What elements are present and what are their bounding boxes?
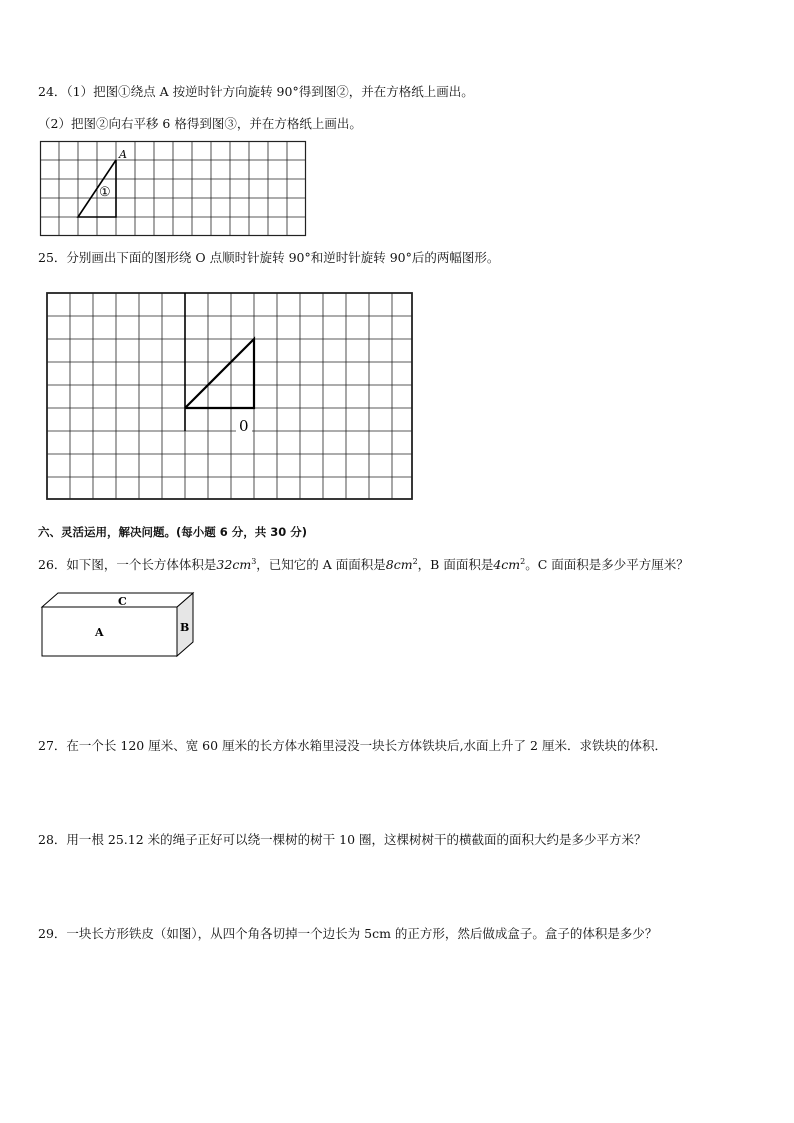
q25-triangle <box>185 339 254 408</box>
q26-mid1: ，已知它的 A 面面积是 <box>256 557 386 572</box>
q26-cuboid-figure <box>40 590 200 660</box>
q26-prefix: 26．如下图，一个长方体体积是 <box>38 557 217 572</box>
q26-volume-exp: 3 <box>251 556 257 566</box>
q24-point-a-label: A <box>119 148 127 161</box>
q26-text <box>38 557 689 573</box>
q24-line2: （2）把图②向右平移 6 格得到图③，并在方格纸上画出。 <box>38 116 362 131</box>
q24-line1: 24．（1）把图①绕点 A 按逆时针方向旋转 90°得到图②，并在方格纸上画出。 <box>38 84 474 99</box>
q29-text: 29．一块长方形铁皮（如图），从四个角各切掉一个边长为 5cm 的正方形，然后做成盒子。盒子的体积是多少？ <box>38 926 658 941</box>
q25-point-o-label: 0 <box>239 417 249 435</box>
q24-grid <box>41 142 306 236</box>
q25-text: 25．分别画出下面的图形绕 O 点顺时针旋转 90°和逆时针旋转 90°后的两幅图形。 <box>38 250 500 265</box>
q26-front-face <box>42 607 177 656</box>
q26-label-a: A <box>95 626 104 639</box>
q26-label-c: C <box>118 595 127 608</box>
q28-text: 28．用一根 25.12 米的绳子正好可以绕一棵树的树干 10 圈，这棵树树干的横截面的面积大约是多少平方米？ <box>38 832 647 847</box>
q25-grid <box>47 293 412 499</box>
q27-text: 27．在一个长 120 厘米、宽 60 厘米的长方体水箱里浸没一块长方体铁块后,水面上升了 2 厘米．求铁块的体积． <box>38 738 667 753</box>
q26-area-b: 4cm <box>493 557 521 572</box>
q26-mid2: ，B 面面积是 <box>417 557 494 572</box>
q26-suffix: 。C 面面积是多少平方厘米？ <box>525 557 689 572</box>
q26-label-b: B <box>180 621 190 634</box>
q26-area-a-exp: 2 <box>412 556 418 566</box>
q24-shape-label: ① <box>99 185 111 200</box>
q26-volume: 32cm <box>216 557 252 572</box>
section6-heading: 六、灵活运用，解决问题。(每小题 6 分，共 30 分) <box>38 525 308 539</box>
q24-grid-figure <box>40 141 310 237</box>
q25-grid-figure <box>46 292 416 502</box>
q26-area-b-exp: 2 <box>520 556 526 566</box>
q26-area-a: 8cm <box>385 557 413 572</box>
